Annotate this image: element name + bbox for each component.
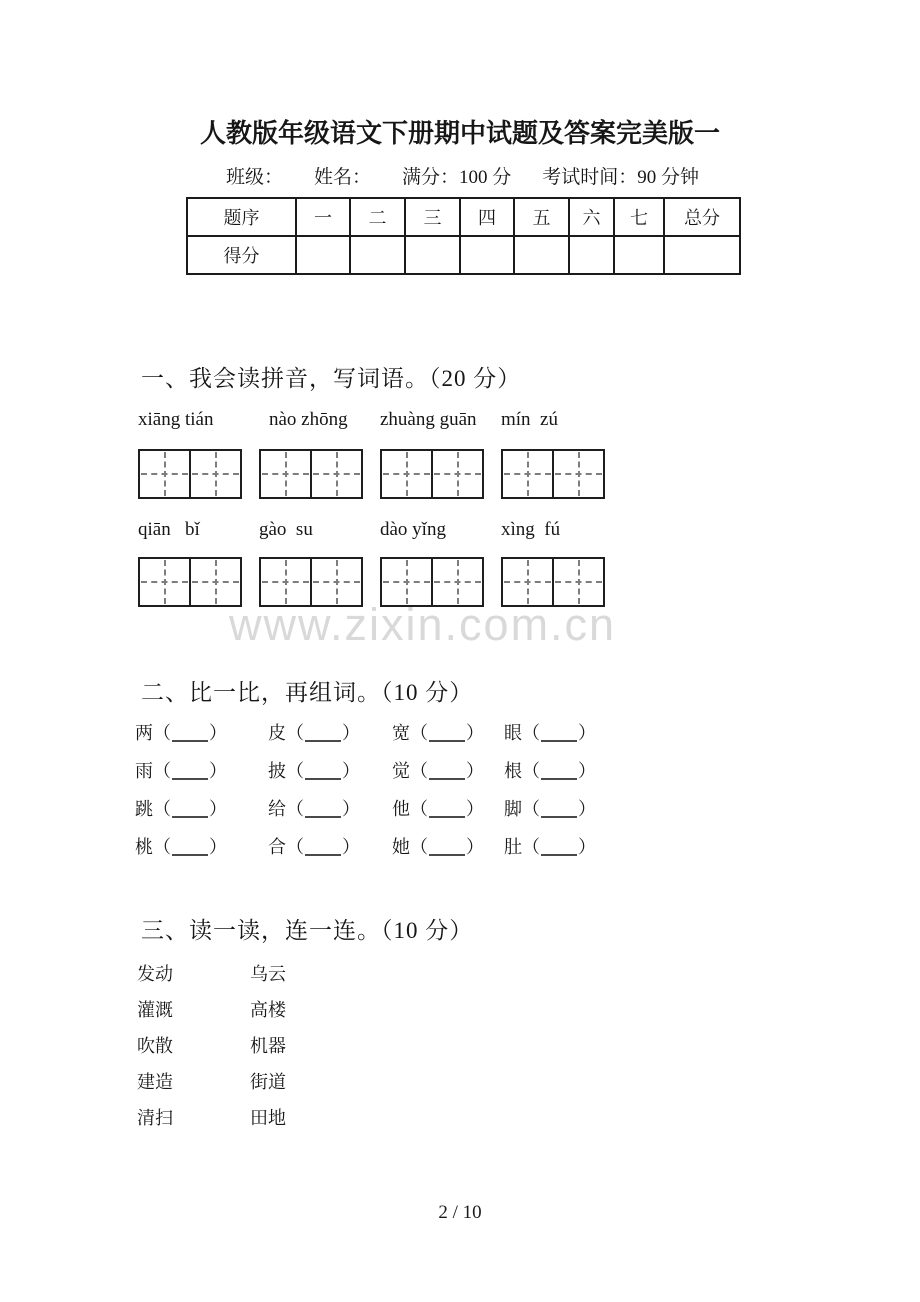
compare-word-item (504, 758, 596, 784)
compare-word-item (268, 834, 392, 860)
paren-close: ） (209, 761, 227, 781)
match-right-word: 高楼 (250, 1000, 286, 1020)
paren-open: （ (410, 723, 428, 743)
compare-words-row (0, 758, 920, 784)
tianzige-group (501, 449, 605, 499)
compare-word-item (392, 720, 504, 746)
paren-close: ） (209, 837, 227, 857)
answer-blank (541, 804, 577, 818)
tianzige-cell (310, 451, 361, 497)
writing-grid-row-2 (0, 557, 920, 607)
score-input-cell (460, 236, 514, 274)
match-left-word: 清扫 (137, 1108, 173, 1128)
paren-close: ） (578, 837, 596, 857)
compare-word-item (135, 834, 268, 860)
tianzige-group (501, 557, 605, 607)
compare-words-row (0, 834, 920, 860)
score-header-cell: 六 (569, 198, 614, 236)
compare-word-item (268, 720, 392, 746)
pinyin-label: gào su (259, 519, 313, 540)
score-input-cell (664, 236, 740, 274)
compare-word-char: 根 (504, 761, 522, 781)
tianzige-cell (261, 451, 310, 497)
paren-close: ） (342, 761, 360, 781)
match-right-word: 乌云 (250, 964, 286, 984)
answer-blank (172, 728, 208, 742)
tianzige-cell (310, 559, 361, 605)
paren-close: ） (209, 799, 227, 819)
score-input-cell (296, 236, 350, 274)
tianzige-group (380, 449, 484, 499)
tianzige-group (380, 557, 484, 607)
match-right-word: 机器 (250, 1036, 286, 1056)
paren-open: （ (522, 723, 540, 743)
tianzige-group (138, 557, 242, 607)
compare-word-item (392, 796, 504, 822)
paren-open: （ (522, 837, 540, 857)
paren-open: （ (410, 761, 428, 781)
paren-open: （ (153, 761, 171, 781)
page-title: 人教版年级语文下册期中试题及答案完美版一 (199, 119, 720, 148)
answer-blank (429, 804, 465, 818)
paren-close: ） (342, 837, 360, 857)
page-number: 2 / 10 (438, 1202, 482, 1223)
paren-open: （ (522, 761, 540, 781)
match-pair-row (0, 963, 920, 985)
score-header-cell: 三 (405, 198, 460, 236)
score-input-cell (514, 236, 569, 274)
compare-word-char: 桃 (135, 837, 153, 857)
tianzige-cell (431, 559, 482, 605)
compare-word-item (504, 796, 596, 822)
compare-word-char: 脚 (504, 799, 522, 819)
paren-open: （ (522, 799, 540, 819)
writing-grid-row-1 (0, 449, 920, 499)
score-input-cell (405, 236, 460, 274)
answer-blank (429, 842, 465, 856)
paren-open: （ (410, 837, 428, 857)
match-left-word: 吹散 (137, 1036, 173, 1056)
score-input-cell (569, 236, 614, 274)
class-label: 班级： (226, 167, 284, 188)
score-header-cell: 四 (460, 198, 514, 236)
section1-heading: 一、我会读拼音，写词语。（20 分） (141, 366, 522, 391)
section2-heading: 二、比一比，再组词。（10 分） (141, 680, 474, 705)
match-left-word: 发动 (137, 964, 173, 984)
score-input-cell (350, 236, 405, 274)
match-pair-row (0, 1035, 920, 1057)
score-header-cell: 题序 (187, 198, 296, 236)
match-pair-row (0, 1107, 920, 1129)
answer-blank (429, 766, 465, 780)
compare-word-item (268, 758, 392, 784)
answer-blank (172, 842, 208, 856)
paren-close: ） (342, 723, 360, 743)
paren-close: ） (578, 799, 596, 819)
compare-words-row (0, 720, 920, 746)
compare-word-item (392, 834, 504, 860)
answer-blank (429, 728, 465, 742)
match-right-word: 田地 (250, 1108, 286, 1128)
pinyin-label: nào zhōng (269, 409, 348, 430)
tianzige-cell (140, 451, 189, 497)
compare-word-item (504, 720, 596, 746)
answer-blank (541, 728, 577, 742)
tianzige-group (138, 449, 242, 499)
score-table-score-row (187, 236, 740, 274)
score-header-cell: 五 (514, 198, 569, 236)
score-table-header-row (187, 198, 740, 236)
paren-open: （ (153, 723, 171, 743)
compare-words-row (0, 796, 920, 822)
pinyin-label: mín zú (501, 409, 558, 430)
match-left-word: 建造 (137, 1072, 173, 1092)
tianzige-cell (189, 451, 240, 497)
answer-blank (541, 766, 577, 780)
paren-open: （ (286, 799, 304, 819)
compare-word-char: 觉 (392, 761, 410, 781)
pinyin-label: xìng fú (501, 519, 561, 540)
tianzige-cell (382, 451, 431, 497)
paren-close: ） (466, 837, 484, 857)
compare-word-char: 给 (268, 799, 286, 819)
compare-word-char: 雨 (135, 761, 153, 781)
paren-close: ） (578, 761, 596, 781)
compare-word-char: 皮 (268, 723, 286, 743)
paren-open: （ (286, 837, 304, 857)
tianzige-group (259, 557, 363, 607)
answer-blank (541, 842, 577, 856)
paren-open: （ (410, 799, 428, 819)
answer-blank (305, 842, 341, 856)
section3-heading: 三、读一读，连一连。（10 分） (141, 918, 474, 943)
compare-word-item (392, 758, 504, 784)
score-header-cell: 总分 (664, 198, 740, 236)
tianzige-cell (431, 451, 482, 497)
compare-word-item (135, 796, 268, 822)
compare-word-char: 合 (268, 837, 286, 857)
paren-close: ） (466, 723, 484, 743)
compare-word-char: 他 (392, 799, 410, 819)
paren-close: ） (209, 723, 227, 743)
answer-blank (305, 804, 341, 818)
tianzige-group (259, 449, 363, 499)
score-table (186, 197, 741, 275)
compare-word-char: 披 (268, 761, 286, 781)
pinyin-label: xiāng tián (138, 409, 214, 430)
site-watermark: www.zixin.com.cn (229, 599, 617, 650)
compare-word-char: 眼 (504, 723, 522, 743)
match-pair-row (0, 1071, 920, 1093)
pinyin-label: qiān bǐ (138, 519, 200, 540)
paren-close: ） (578, 723, 596, 743)
answer-blank (305, 766, 341, 780)
tianzige-cell (382, 559, 431, 605)
compare-word-item (504, 834, 596, 860)
compare-word-char: 她 (392, 837, 410, 857)
compare-word-item (135, 720, 268, 746)
tianzige-cell (261, 559, 310, 605)
paren-close: ） (466, 761, 484, 781)
full-score-label: 满分：100 分 (402, 167, 512, 188)
pinyin-row-2 (0, 518, 920, 542)
tianzige-cell (140, 559, 189, 605)
score-input-cell (614, 236, 664, 274)
compare-word-item (268, 796, 392, 822)
tianzige-cell (189, 559, 240, 605)
compare-word-char: 宽 (392, 723, 410, 743)
exam-info-bar (0, 166, 920, 190)
compare-word-char: 两 (135, 723, 153, 743)
tianzige-cell (503, 559, 552, 605)
score-header-cell: 一 (296, 198, 350, 236)
match-left-word: 灌溉 (137, 1000, 173, 1020)
answer-blank (172, 766, 208, 780)
compare-word-char: 肚 (504, 837, 522, 857)
exam-time-label: 考试时间：90 分钟 (542, 167, 700, 188)
name-label: 姓名： (314, 167, 372, 188)
pinyin-row-1 (0, 408, 920, 432)
paren-close: ） (342, 799, 360, 819)
tianzige-cell (503, 451, 552, 497)
pinyin-label: zhuàng guān (380, 409, 477, 430)
tianzige-cell (552, 451, 603, 497)
compare-word-item (135, 758, 268, 784)
tianzige-cell (552, 559, 603, 605)
paren-close: ） (466, 799, 484, 819)
paren-open: （ (153, 837, 171, 857)
answer-blank (172, 804, 208, 818)
score-row-label: 得分 (187, 236, 296, 274)
score-header-cell: 二 (350, 198, 405, 236)
answer-blank (305, 728, 341, 742)
match-pair-row (0, 999, 920, 1021)
paren-open: （ (286, 761, 304, 781)
paren-open: （ (153, 799, 171, 819)
match-right-word: 街道 (250, 1072, 286, 1092)
pinyin-label: dào yǐng (380, 519, 446, 540)
paren-open: （ (286, 723, 304, 743)
compare-word-char: 跳 (135, 799, 153, 819)
score-header-cell: 七 (614, 198, 664, 236)
